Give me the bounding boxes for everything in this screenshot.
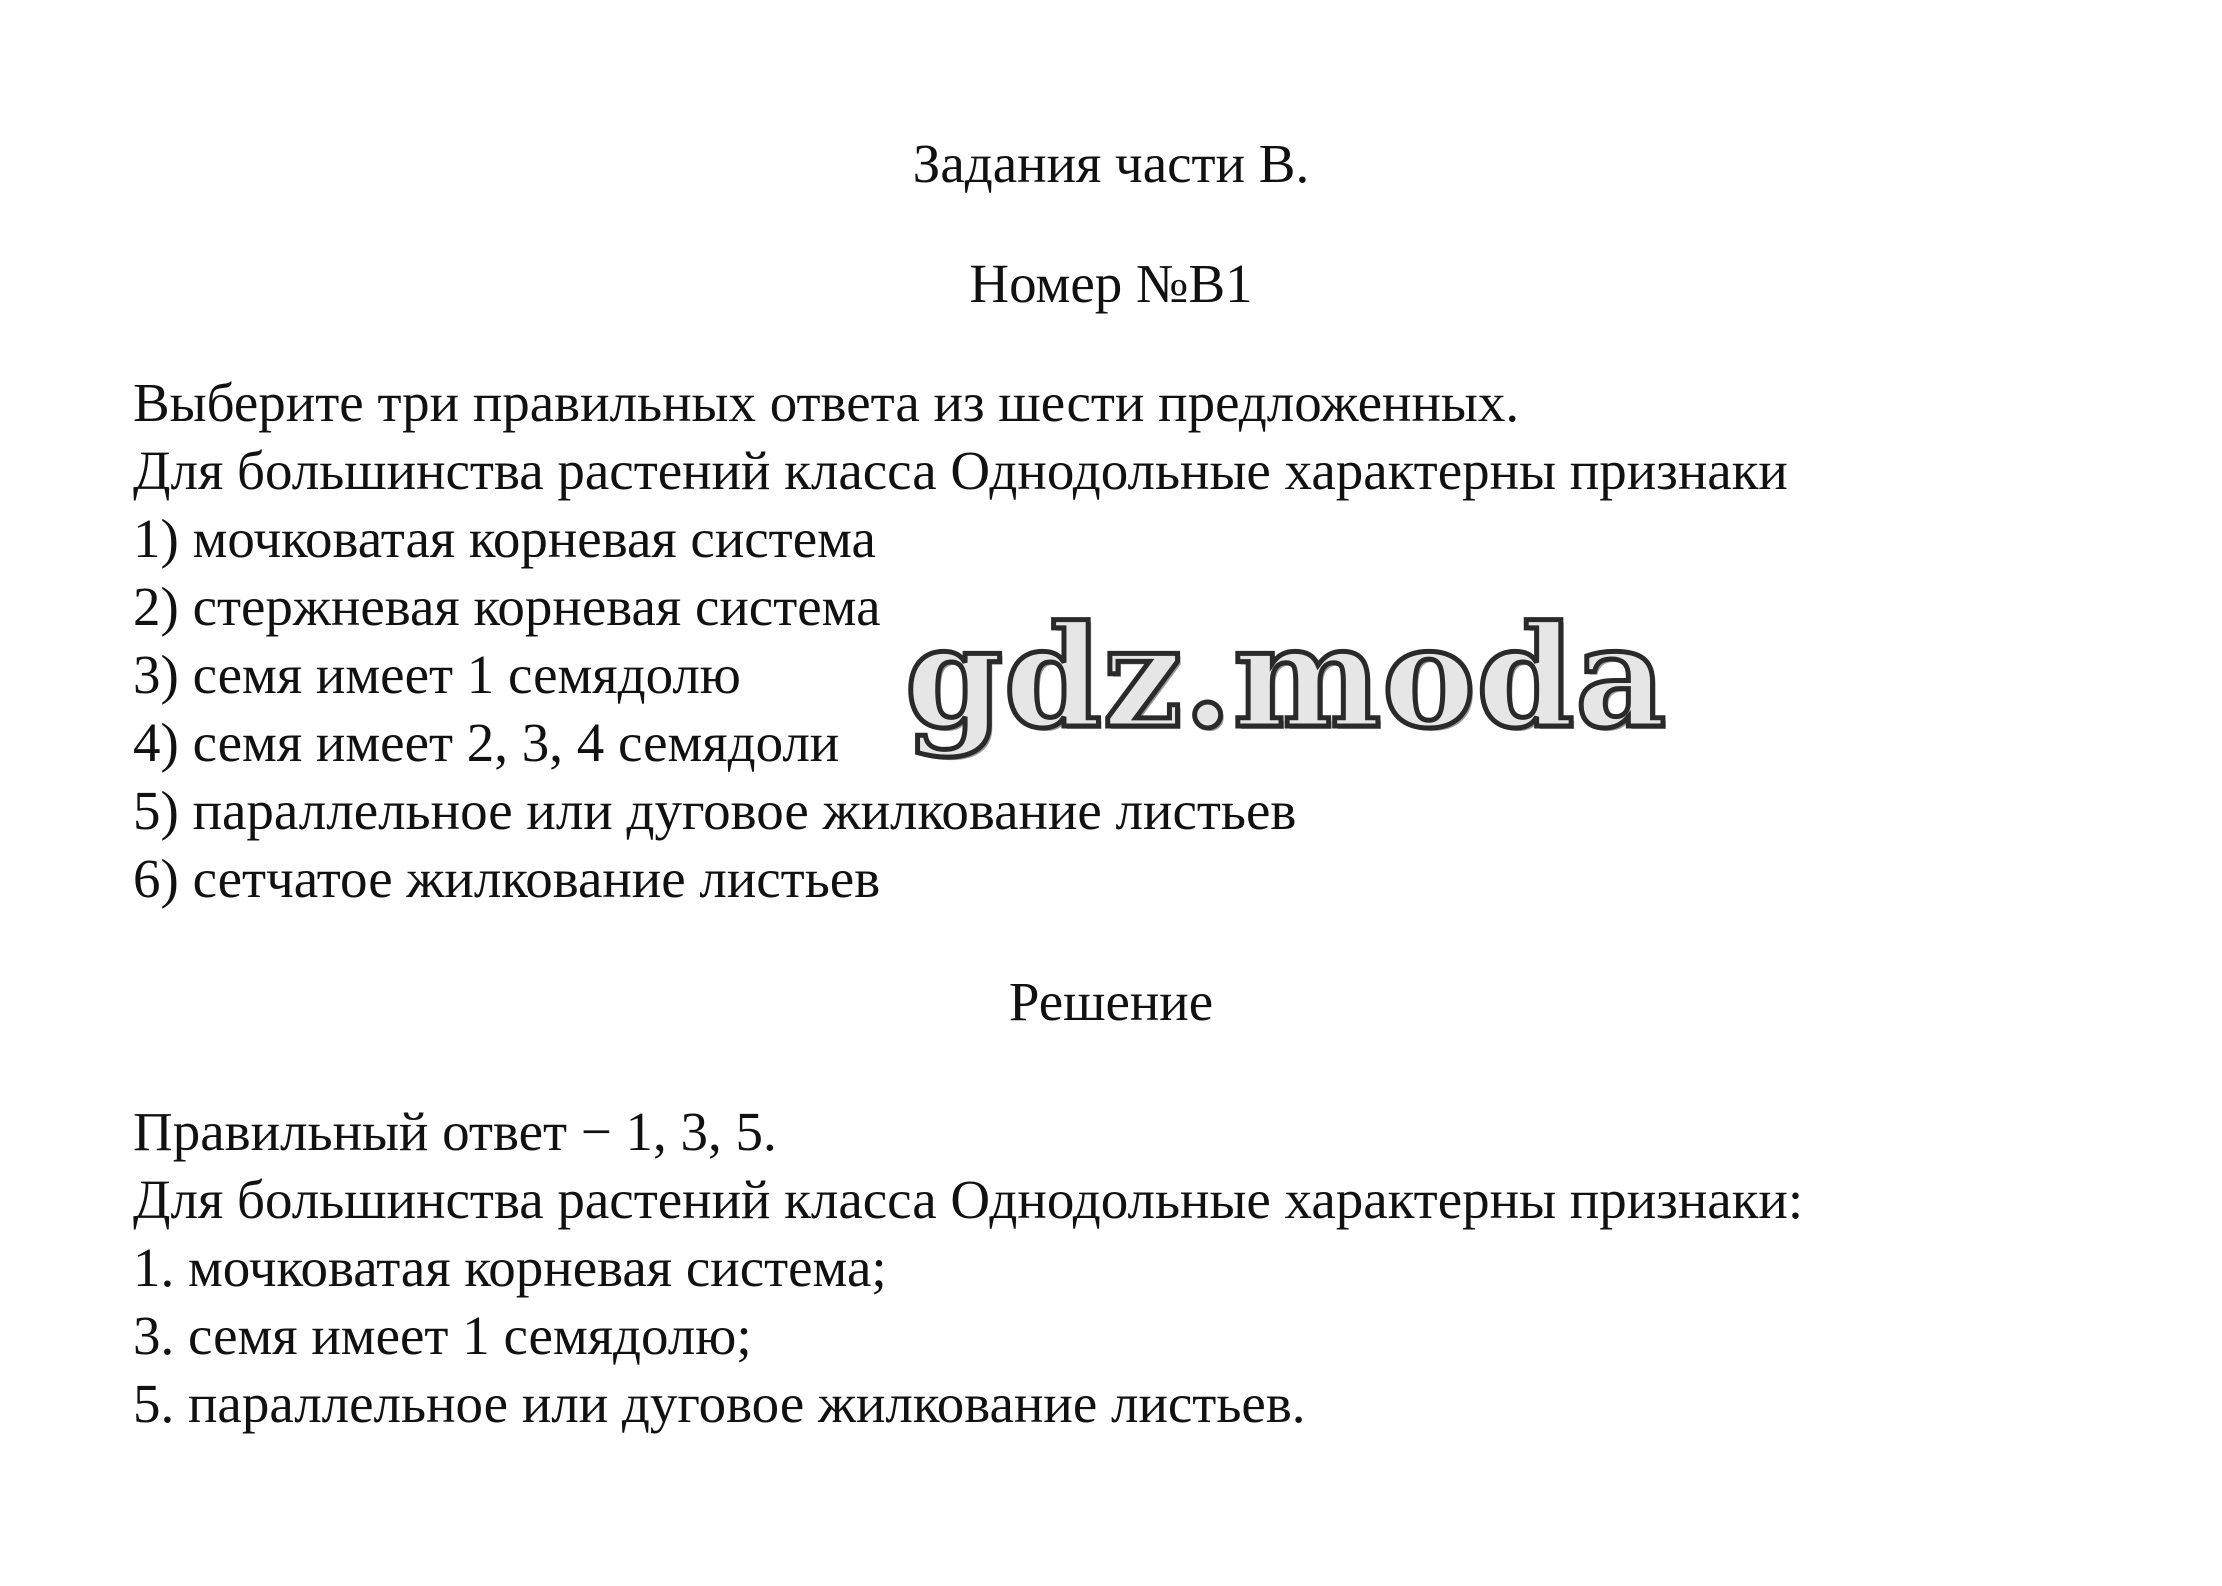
option-6: 6) сетчатое жилкование листьев bbox=[133, 848, 881, 909]
option-3: 3) семя имеет 1 семядолю bbox=[133, 644, 741, 705]
solution-heading: Решение bbox=[1008, 971, 1214, 1032]
option-5: 5) параллельное или дуговое жилкование листьев bbox=[133, 780, 1297, 841]
option-4: 4) семя имеет 2, 3, 4 семядоли bbox=[133, 712, 840, 773]
option-2: 2) стержневая корневая система bbox=[133, 576, 881, 637]
question-stem: Для большинства растений класса Однодольные характерны признаки bbox=[133, 440, 1788, 501]
solution-point-5: 5. параллельное или дуговое жилкование листьев. bbox=[133, 1373, 1306, 1434]
solution-intro: Для большинства растений класса Однодольные характерны признаки: bbox=[133, 1169, 1804, 1230]
task-number: Номер №B1 bbox=[969, 253, 1253, 314]
solution-answer: Правильный ответ − 1, 3, 5. bbox=[133, 1101, 777, 1162]
solution-point-1: 1. мочковатая корневая система; bbox=[133, 1237, 887, 1298]
option-1: 1) мочковатая корневая система bbox=[133, 508, 876, 569]
solution-point-3: 3. семя имеет 1 семядолю; bbox=[133, 1305, 752, 1366]
watermark-logo: gdz.moda bbox=[905, 596, 1668, 760]
question-instruction: Выберите три правильных ответа из шести предложенных. bbox=[133, 372, 1520, 433]
section-title: Задания части В. bbox=[912, 133, 1310, 194]
